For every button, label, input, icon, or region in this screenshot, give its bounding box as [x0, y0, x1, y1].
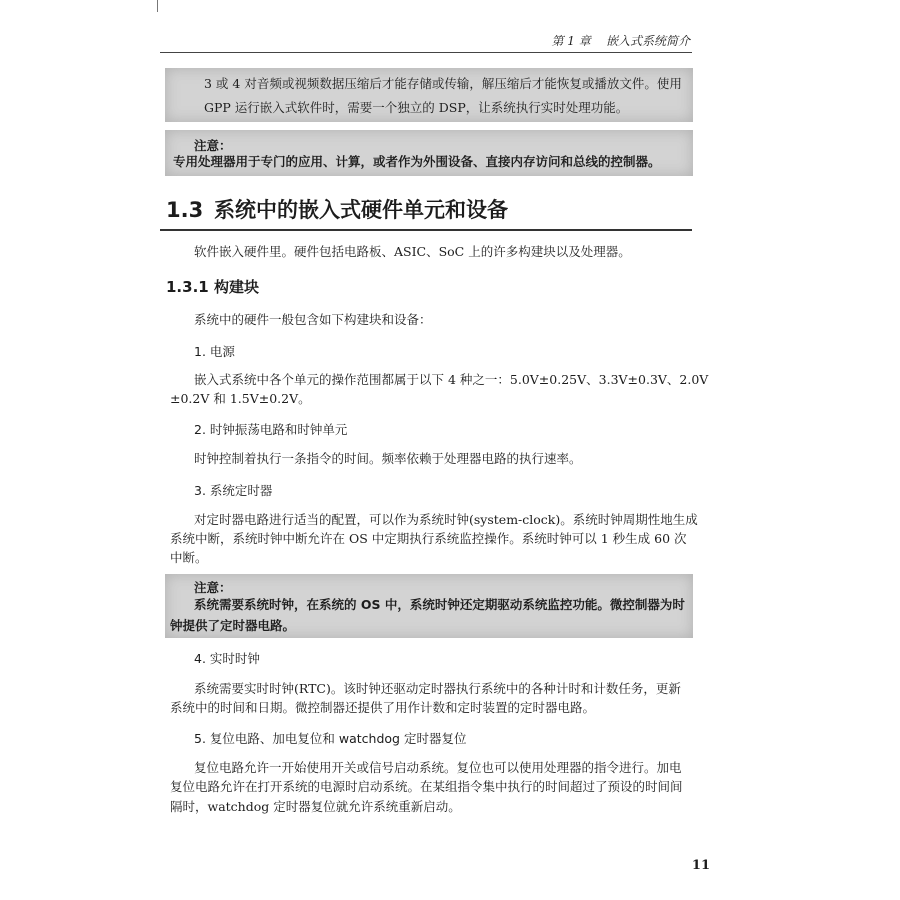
- item-reset-line-2: 复位电路允许在打开系统的电源时启动系统。在某组指令集中执行的时间超过了预设的时间间: [170, 779, 683, 794]
- note-2-line-2: 钟提供了定时器电路。: [170, 618, 296, 633]
- item-heading-clock: 2. 时钟振荡电路和时钟单元: [194, 422, 348, 437]
- subsection-title-text: 构建块: [214, 278, 260, 296]
- item-reset-line-1: 复位电路允许一开始使用开关或信号启动系统。复位也可以使用处理器的指令进行。加电: [194, 760, 682, 775]
- item-rtc-line-2: 系统中的时间和日期。微控制器还提供了用作计数和定时装置的定时器电路。: [170, 700, 596, 715]
- item-system-timer-line-3: 中断。: [170, 550, 208, 565]
- item-power-line-2: ±0.2V 和 1.5V±0.2V。: [170, 391, 311, 406]
- item-power-line-1: 嵌入式系统中各个单元的操作范围都属于以下 4 种之一：5.0V±0.25V、3.3V±0.3V、2.0V: [194, 372, 709, 387]
- item-heading-power: 1. 电源: [194, 344, 235, 359]
- item-system-timer-line-2: 系统中断，系统时钟中断允许在 OS 中定期执行系统监控操作。系统时钟可以 1 秒生成 60 次: [170, 531, 687, 546]
- running-head: 第 1 章 嵌入式系统简介: [551, 34, 690, 48]
- note-2-line-1: 系统需要系统时钟，在系统的 OS 中，系统时钟还定期驱动系统监控功能。微控制器为时: [194, 597, 685, 612]
- section-title: [166, 194, 508, 224]
- note-1-text: 专用处理器用于专门的应用、计算，或者作为外围设备、直接内存访问和总线的控制器。: [173, 154, 661, 169]
- item-heading-reset: 5. 复位电路、加电复位和 watchdog 定时器复位: [194, 731, 467, 746]
- item-clock-line-1: 时钟控制着执行一条指令的时间。频率依赖于处理器电路的执行速率。: [194, 451, 582, 466]
- intro-line-2: GPP 运行嵌入式软件时，需要一个独立的 DSP，让系统执行实时处理功能。: [204, 100, 629, 115]
- section-intro: 软件嵌入硬件里。硬件包括电路板、ASIC、SoC 上的许多构建块以及处理器。: [194, 244, 631, 259]
- section-title-text: 系统中的嵌入式硬件单元和设备: [214, 198, 508, 222]
- item-reset-line-3: 隔时，watchdog 定时器复位就允许系统重新启动。: [170, 799, 461, 814]
- item-system-timer-line-1: 对定时器电路进行适当的配置，可以作为系统时钟(system-clock)。系统时钟周期性地生成: [194, 512, 698, 527]
- page-number: 11: [691, 858, 710, 873]
- note-1-label: 注意：: [194, 138, 232, 153]
- section-rule: [160, 229, 692, 231]
- item-heading-system-timer: 3. 系统定时器: [194, 483, 273, 498]
- item-rtc-line-1: 系统需要实时时钟(RTC)。该时钟还驱动定时器执行系统中的各种计时和计数任务，更新: [194, 681, 681, 696]
- subsection-title: [166, 276, 259, 297]
- subsection-intro: 系统中的硬件一般包含如下构建块和设备：: [194, 312, 432, 327]
- note-2-label: 注意：: [194, 580, 232, 595]
- crop-mark: [157, 0, 158, 12]
- header-rule: [160, 52, 692, 53]
- item-heading-rtc: 4. 实时时钟: [194, 651, 260, 666]
- section-number: 1.3: [166, 198, 204, 222]
- subsection-number: 1.3.1: [166, 278, 209, 296]
- intro-line-1: 3 或 4 对音频或视频数据压缩后才能存储或传输，解压缩后才能恢复或播放文件。使用: [204, 76, 682, 91]
